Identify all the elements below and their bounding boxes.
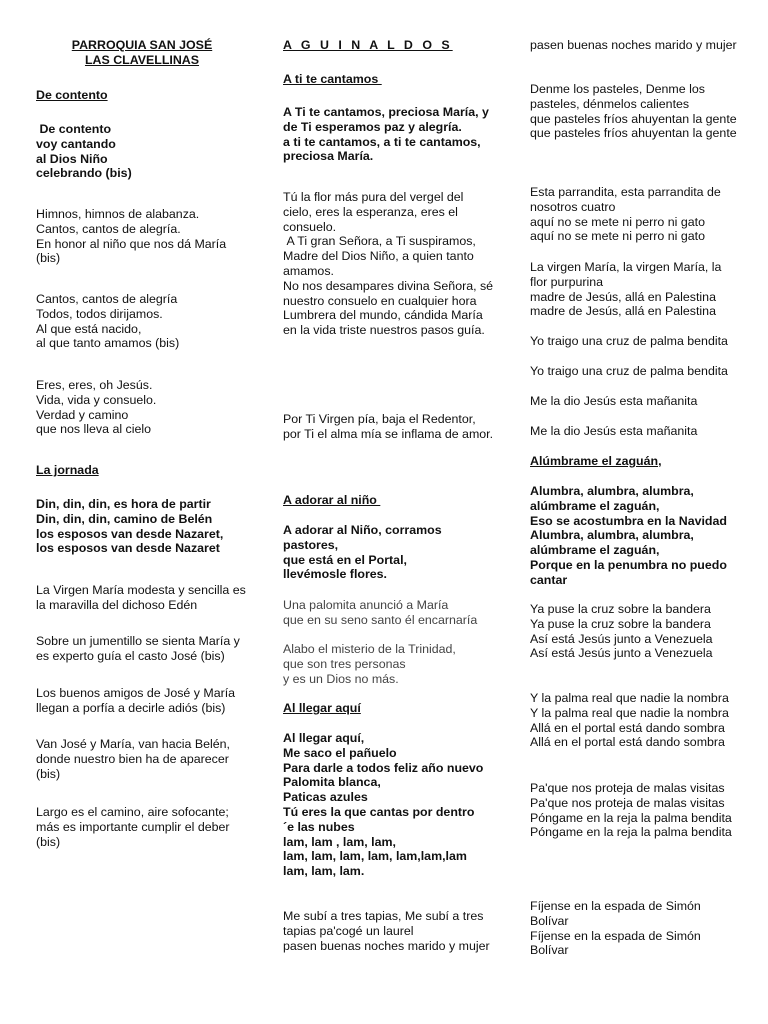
verse-a-ti-te-cantamos-2: Por Ti Virgen pía, baja el Redentor, por Ti el alma mía se inflama de amor.: [283, 412, 494, 441]
verse-continued-intro: pasen buenas noches marido y mujer: [530, 38, 737, 52]
verse-pasteles: Denme los pasteles, Denme los pasteles, dénmelos calientes que pasteles fríos ahuyentan la gente que pasteles fríos ahuyentan la gente: [530, 82, 737, 141]
chorus-de-contento: De contento voy cantando al Dios Niño celebrando (bis): [36, 122, 132, 181]
verse-la-jornada-3: Los buenos amigos de José y María llegan a porfía a decirle adiós (bis): [36, 686, 239, 715]
song-title-alumbrame-el-zaguan: Alúmbrame el zaguán,: [530, 454, 662, 468]
verse-la-jornada-1: La Virgen María modesta y sencilla es la maravilla del dichoso Edén: [36, 583, 250, 612]
verse-zaguan-3: Pa'que nos proteja de malas visitas Pa'que nos proteja de malas visitas Póngame en la reja la palma bendita Póngame en la reja la palma bendita: [530, 781, 732, 840]
verse-al-llegar-aqui: Me subí a tres tapias, Me subí a tres tapias pa'cogé un laurel pasen buenas noches marido y mujer: [283, 909, 490, 953]
verse-me-la-dio-2: Me la dio Jesús esta mañanita: [530, 424, 698, 438]
verse-parrandita: Esta parrandita, esta parrandita de nosotros cuatro aquí no se mete ni perro ni gato aquí no se mete ni perro ni gato: [530, 185, 721, 244]
verse-cruz-de-palma-2: Yo traigo una cruz de palma bendita: [530, 364, 728, 378]
aguinaldos-header: A G U I N A L D O S: [283, 38, 453, 52]
chorus-a-adorar-al-nino: A adorar al Niño, corramos pastores, que está en el Portal, llevémosle flores.: [283, 523, 442, 582]
parish-header: PARROQUIA SAN JOSÉ LAS CLAVELLINAS: [71, 38, 213, 67]
verse-de-contento-1: Himnos, himnos de alabanza. Cantos, cantos de alegría. En honor al niño que nos dá María (bis): [36, 207, 227, 266]
verse-a-adorar-al-nino-2: Alabo el misterio de la Trinidad, que son tres personas y es un Dios no más.: [283, 642, 456, 686]
verse-a-adorar-al-nino-1: Una palomita anunció a María que en su seno santo él encarnaría: [283, 598, 478, 627]
song-title-a-ti-te-cantamos: A ti te cantamos: [283, 72, 382, 86]
chorus-a-ti-te-cantamos: A Ti te cantamos, preciosa María, y de Ti esperamos paz y alegría. a ti te cantamos, a ti te cantamos, preciosa María.: [283, 105, 489, 164]
verse-de-contento-2: Cantos, cantos de alegría Todos, todos dirijamos. Al que está nacido, al que tanto amamos (bis): [36, 292, 180, 351]
verse-a-ti-te-cantamos-1: Tú la flor más pura del vergel del cielo, eres la esperanza, eres el consuelo. A Ti gran Señora, a Ti suspiramos, Madre del Dios Niño, a quien tanto amamos. No nos desampares divina Señora, sé nuestro consuelo en cualquier hora Lumbrera del mundo, cándida María en la vida triste nuestros pasos guía.: [283, 190, 494, 338]
song-title-al-llegar-aqui: Al llegar aquí: [283, 701, 361, 715]
verse-la-jornada-5: Largo es el camino, aire sofocante; más es importante cumplir el deber (bis): [36, 805, 233, 849]
verse-me-la-dio-1: Me la dio Jesús esta mañanita: [530, 394, 698, 408]
chorus-al-llegar-aqui: Al llegar aquí, Me saco el pañuelo Para darle a todos feliz año nuevo Palomita blanca, Paticas azules Tú eres la que cantas por dentro ´e las nubes lam, lam , lam, lam, lam, lam, lam, lam, lam,lam,lam lam, lam, lam.: [283, 731, 484, 879]
chorus-alumbrame-el-zaguan: Alumbra, alumbra, alumbra, alúmbrame el zaguán, Eso se acostumbra en la Navidad Alumbra, alumbra, alumbra, alúmbrame el zaguán, Porque en la penumbra no puedo cantar: [530, 484, 727, 587]
verse-zaguan-2: Y la palma real que nadie la nombra Y la palma real que nadie la nombra Allá en el portal está dando sombra Allá en el portal está dando sombra: [530, 691, 729, 750]
chorus-la-jornada: Din, din, din, es hora de partir Din, din, din, camino de Belén los esposos van desde Nazaret, los esposos van desde Nazaret: [36, 497, 224, 556]
verse-la-jornada-4: Van José y María, van hacia Belén, donde nuestro bien ha de aparecer (bis): [36, 737, 234, 781]
verse-zaguan-1: Ya puse la cruz sobre la bandera Ya puse la cruz sobre la bandera Así está Jesús junto a Venezuela Así está Jesús junto a Venezuela: [530, 602, 713, 661]
verse-cruz-de-palma-1: Yo traigo una cruz de palma bendita: [530, 334, 728, 348]
song-title-a-adorar-al-nino: A adorar al niño: [283, 493, 381, 507]
verse-zaguan-4: Fíjense en la espada de Simón Bolívar Fíjense en la espada de Simón Bolívar: [530, 899, 701, 958]
song-title-de-contento: De contento: [36, 88, 108, 102]
verse-la-jornada-2: Sobre un jumentillo se sienta María y es experto guía el casto José (bis): [36, 634, 244, 663]
song-title-la-jornada: La jornada: [36, 463, 99, 477]
verse-virgen-maria: La virgen María, la virgen María, la flor purpurina madre de Jesús, allá en Palestina madre de Jesús, allá en Palestina: [530, 260, 722, 319]
verse-de-contento-3: Eres, eres, oh Jesús. Vida, vida y consuelo. Verdad y camino que nos lleva al cielo: [36, 378, 157, 437]
